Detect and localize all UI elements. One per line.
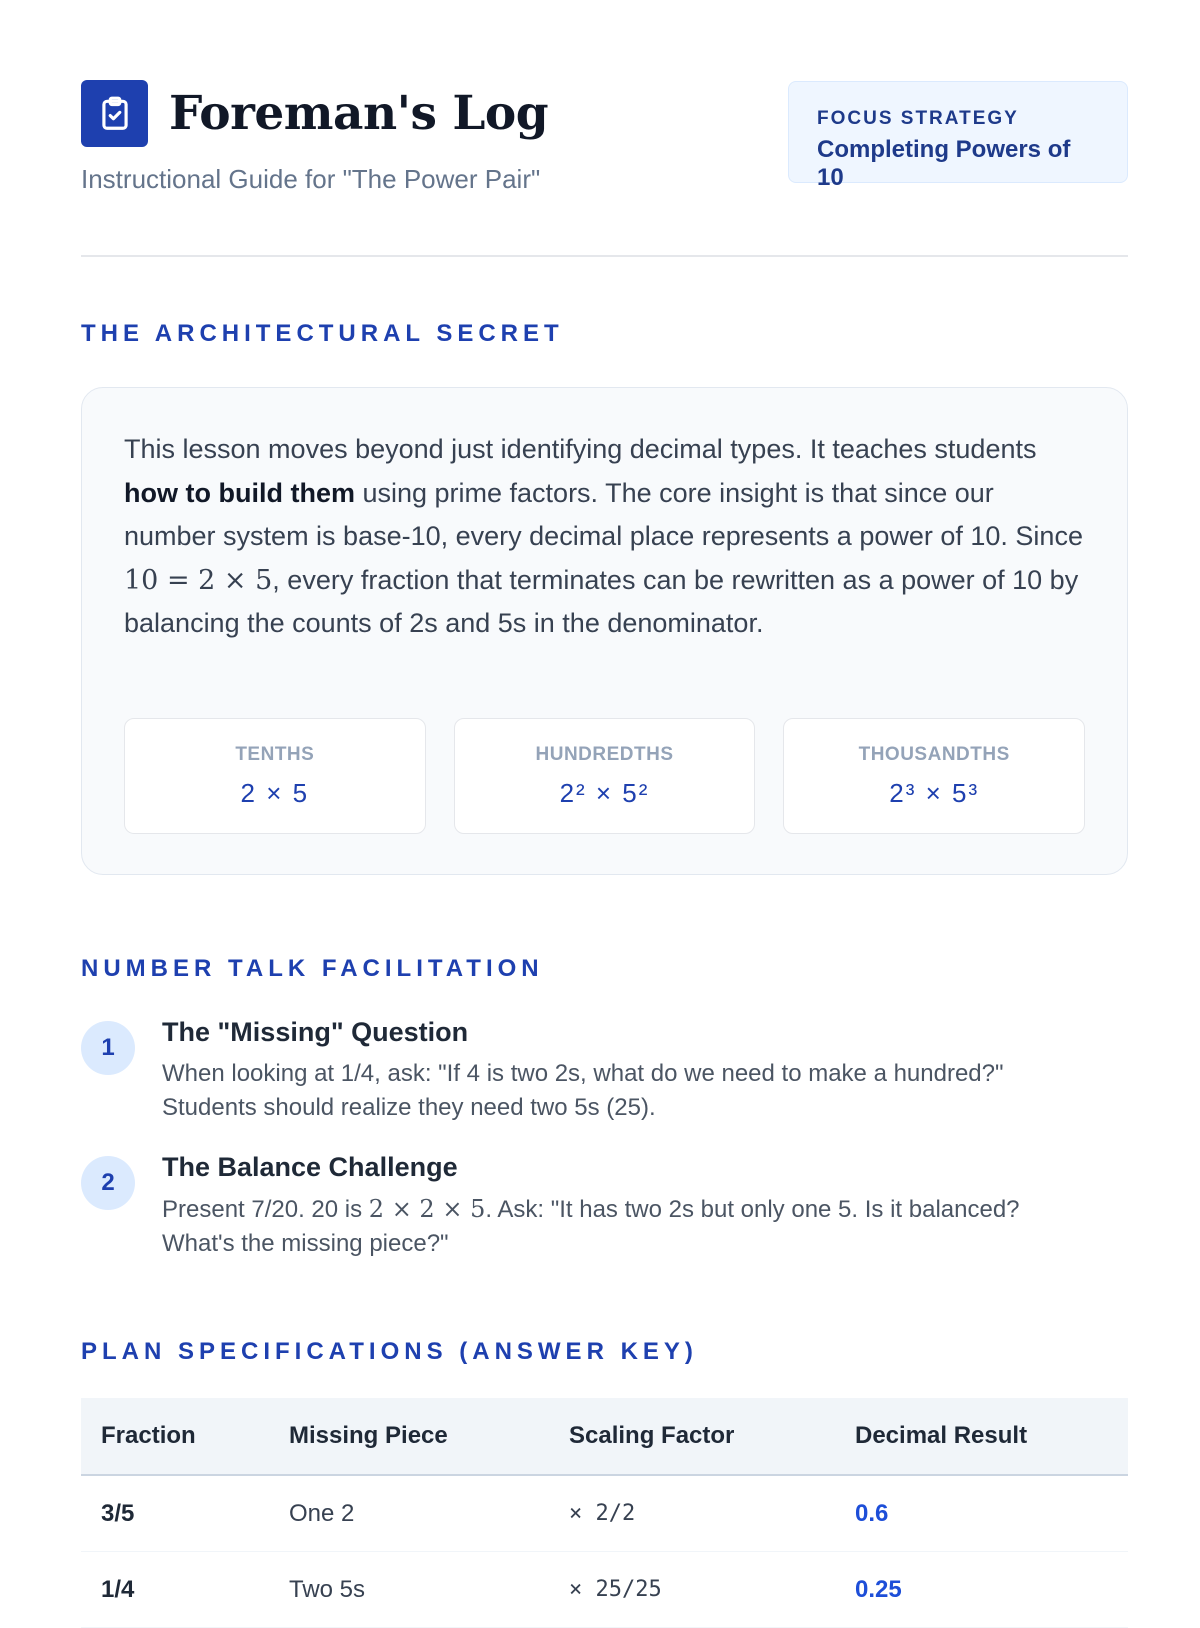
- talk-body-text: Present 7/20. 20 is: [162, 1196, 369, 1223]
- power-value: 2 × 5: [240, 777, 310, 808]
- power-value: 2² × 5²: [559, 777, 650, 808]
- column-header-scaling-factor: Scaling Factor: [549, 1398, 835, 1475]
- cell-missing-piece: Two 5s: [269, 1552, 549, 1628]
- power-card-hundredths: [454, 718, 756, 834]
- page-title: Foreman's Log: [169, 86, 549, 141]
- step-number-badge: 2: [81, 1156, 135, 1210]
- focus-strategy-value: Completing Powers of 10: [817, 136, 1071, 191]
- power-value: 2³ × 5³: [889, 777, 980, 808]
- step-number-badge: 1: [81, 1021, 135, 1075]
- power-label: HUNDREDTHS: [535, 743, 674, 765]
- talk-item-title: The Balance Challenge: [162, 1152, 458, 1182]
- secret-math-equation: 10 = 2 × 5: [124, 564, 273, 596]
- power-card-tenths: [124, 718, 426, 834]
- column-header-missing-piece: Missing Piece: [269, 1398, 549, 1475]
- cell-decimal-result: 0.6: [835, 1475, 1128, 1552]
- secret-text-part: using prime factors. The core insight is that since our number system is base-10, every decimal place represents a power of 10. Since: [124, 477, 1083, 551]
- talk-item: [81, 1017, 1128, 1131]
- talk-item: [81, 1152, 1128, 1266]
- answer-key-table: [81, 1398, 1128, 1628]
- talk-item-body: [162, 1057, 1092, 1125]
- talk-item-title: The "Missing" Question: [162, 1017, 469, 1047]
- page-subtitle: Instructional Guide for "The Power Pair": [81, 164, 541, 194]
- power-label: TENTHS: [235, 743, 315, 765]
- section-title-architectural-secret: THE ARCHITECTURAL SECRET: [81, 320, 564, 347]
- header: [81, 80, 1128, 200]
- clipboard-check-icon: [81, 80, 148, 147]
- focus-strategy-card: [788, 81, 1128, 191]
- focus-strategy-label: FOCUS STRATEGY: [817, 108, 1019, 129]
- column-header-decimal-result: Decimal Result: [835, 1398, 1128, 1475]
- power-cards: [124, 718, 1085, 834]
- talk-body-text: . Ask: "It has two 2s but only one 5. Is it balanced? What's the missing piece?": [162, 1196, 1020, 1257]
- cell-missing-piece: One 2: [269, 1475, 549, 1552]
- header-divider: [81, 255, 1128, 257]
- cell-scaling-factor: × 25/25: [549, 1552, 835, 1628]
- architectural-secret-card: [81, 387, 1128, 875]
- cell-scaling-factor: × 2/2: [549, 1475, 835, 1552]
- table-row: [81, 1552, 1128, 1628]
- secret-paragraph: [124, 428, 1085, 646]
- talk-item-body: [162, 1192, 1092, 1261]
- column-header-fraction: Fraction: [81, 1398, 269, 1475]
- section-title-plan-specifications: PLAN SPECIFICATIONS (ANSWER KEY): [81, 1338, 698, 1365]
- table-row: [81, 1475, 1128, 1552]
- secret-text-part: , every fraction that terminates can be rewritten as a power of 10 by balancing the counts of 2s and 5s in the denominator.: [124, 564, 1079, 638]
- section-title-number-talk: NUMBER TALK FACILITATION: [81, 955, 544, 982]
- cell-decimal-result: 0.25: [835, 1552, 1128, 1628]
- table-header-row: [81, 1398, 1128, 1475]
- talk-body-math: 2 × 2 × 5: [368, 1195, 486, 1223]
- secret-text-part: This lesson moves beyond just identifying decimal types. It teaches students: [124, 434, 1037, 464]
- cell-fraction: 1/4: [81, 1552, 269, 1628]
- secret-text-bold: how to build them: [124, 477, 355, 508]
- talk-body-text: When looking at 1/4, ask: "If 4 is two 2s, what do we need to make a hundred?" Students should realize they need two 5s (25).: [162, 1060, 1004, 1121]
- power-label: THOUSANDTHS: [858, 743, 1010, 765]
- cell-fraction: 3/5: [81, 1475, 269, 1552]
- power-card-thousandths: [783, 718, 1085, 834]
